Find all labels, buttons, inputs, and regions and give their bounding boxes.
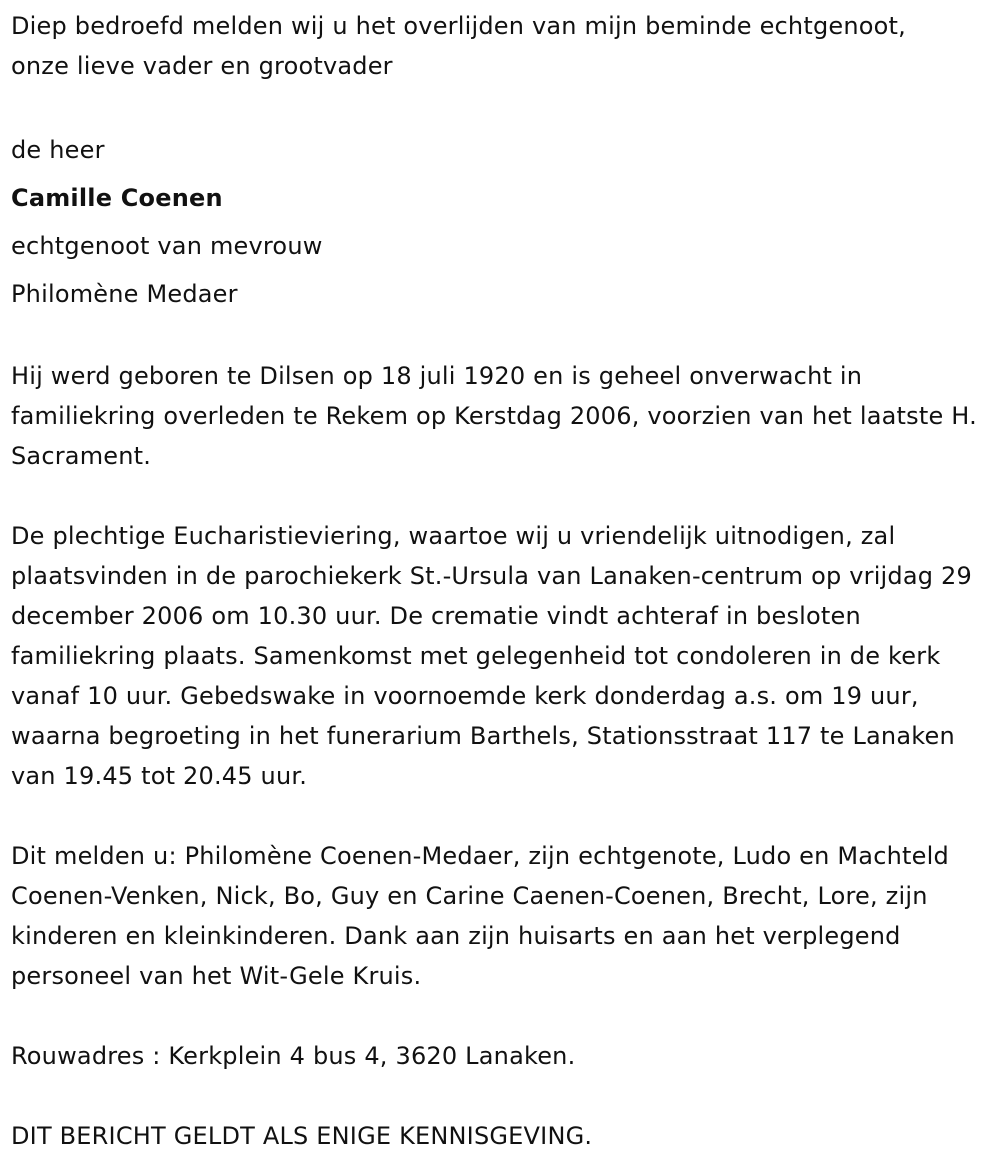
spouse-name: Philomène Medaer (11, 280, 238, 308)
intro-line-1: Diep bedroefd melden wij u het overlijden van mijn beminde echtgenoot, (11, 12, 906, 40)
ceremony-paragraph: De plechtige Eucharistieviering, waartoe wij u vriendelijk uitnodigen, zal plaatsvinden in de parochiekerk St.-Ursula van Lanaken-centrum op vrijdag 29 december 2006 om 10.30 uur. De crematie vindt achteraf in besloten familiekring plaats. Samenkomst met gelegenheid tot condoleren in de kerk vanaf 10 uur. Gebedswake in voornoemde kerk donderdag a.s. om 19 uur, waarna begroeting in het funerarium Barthels, Stationsstraat 117 te Lanaken van 19.45 tot 20.45 uur. (11, 522, 972, 790)
intro-line-2: onze lieve vader en grootvader (11, 52, 393, 80)
spouse-label: echtgenoot van mevrouw (11, 232, 323, 260)
deceased-name: Camille Coenen (11, 184, 223, 212)
family-paragraph: Dit melden u: Philomène Coenen-Medaer, zijn echtgenote, Ludo en Machteld Coenen-Venken, Nick, Bo, Guy en Carine Caenen-Coenen, Brecht, Lore, zijn kinderen en kleinkinderen. Dank aan zijn huisarts en aan het verplegend personeel van het Wit-Gele Kruis. (11, 842, 949, 990)
honorific: de heer (11, 136, 105, 164)
intro-paragraph (11, 6, 990, 86)
birth-death-paragraph: Hij werd geboren te Dilsen op 18 juli 1920 en is geheel onverwacht in familiekring overleden te Rekem op Kerstdag 2006, voorzien van het laatste H. Sacrament. (11, 362, 977, 470)
mourning-address: Rouwadres : Kerkplein 4 bus 4, 3620 Lanaken. (11, 1042, 576, 1070)
closing-statement: DIT BERICHT GELDT ALS ENIGE KENNISGEVING. (11, 1122, 593, 1150)
